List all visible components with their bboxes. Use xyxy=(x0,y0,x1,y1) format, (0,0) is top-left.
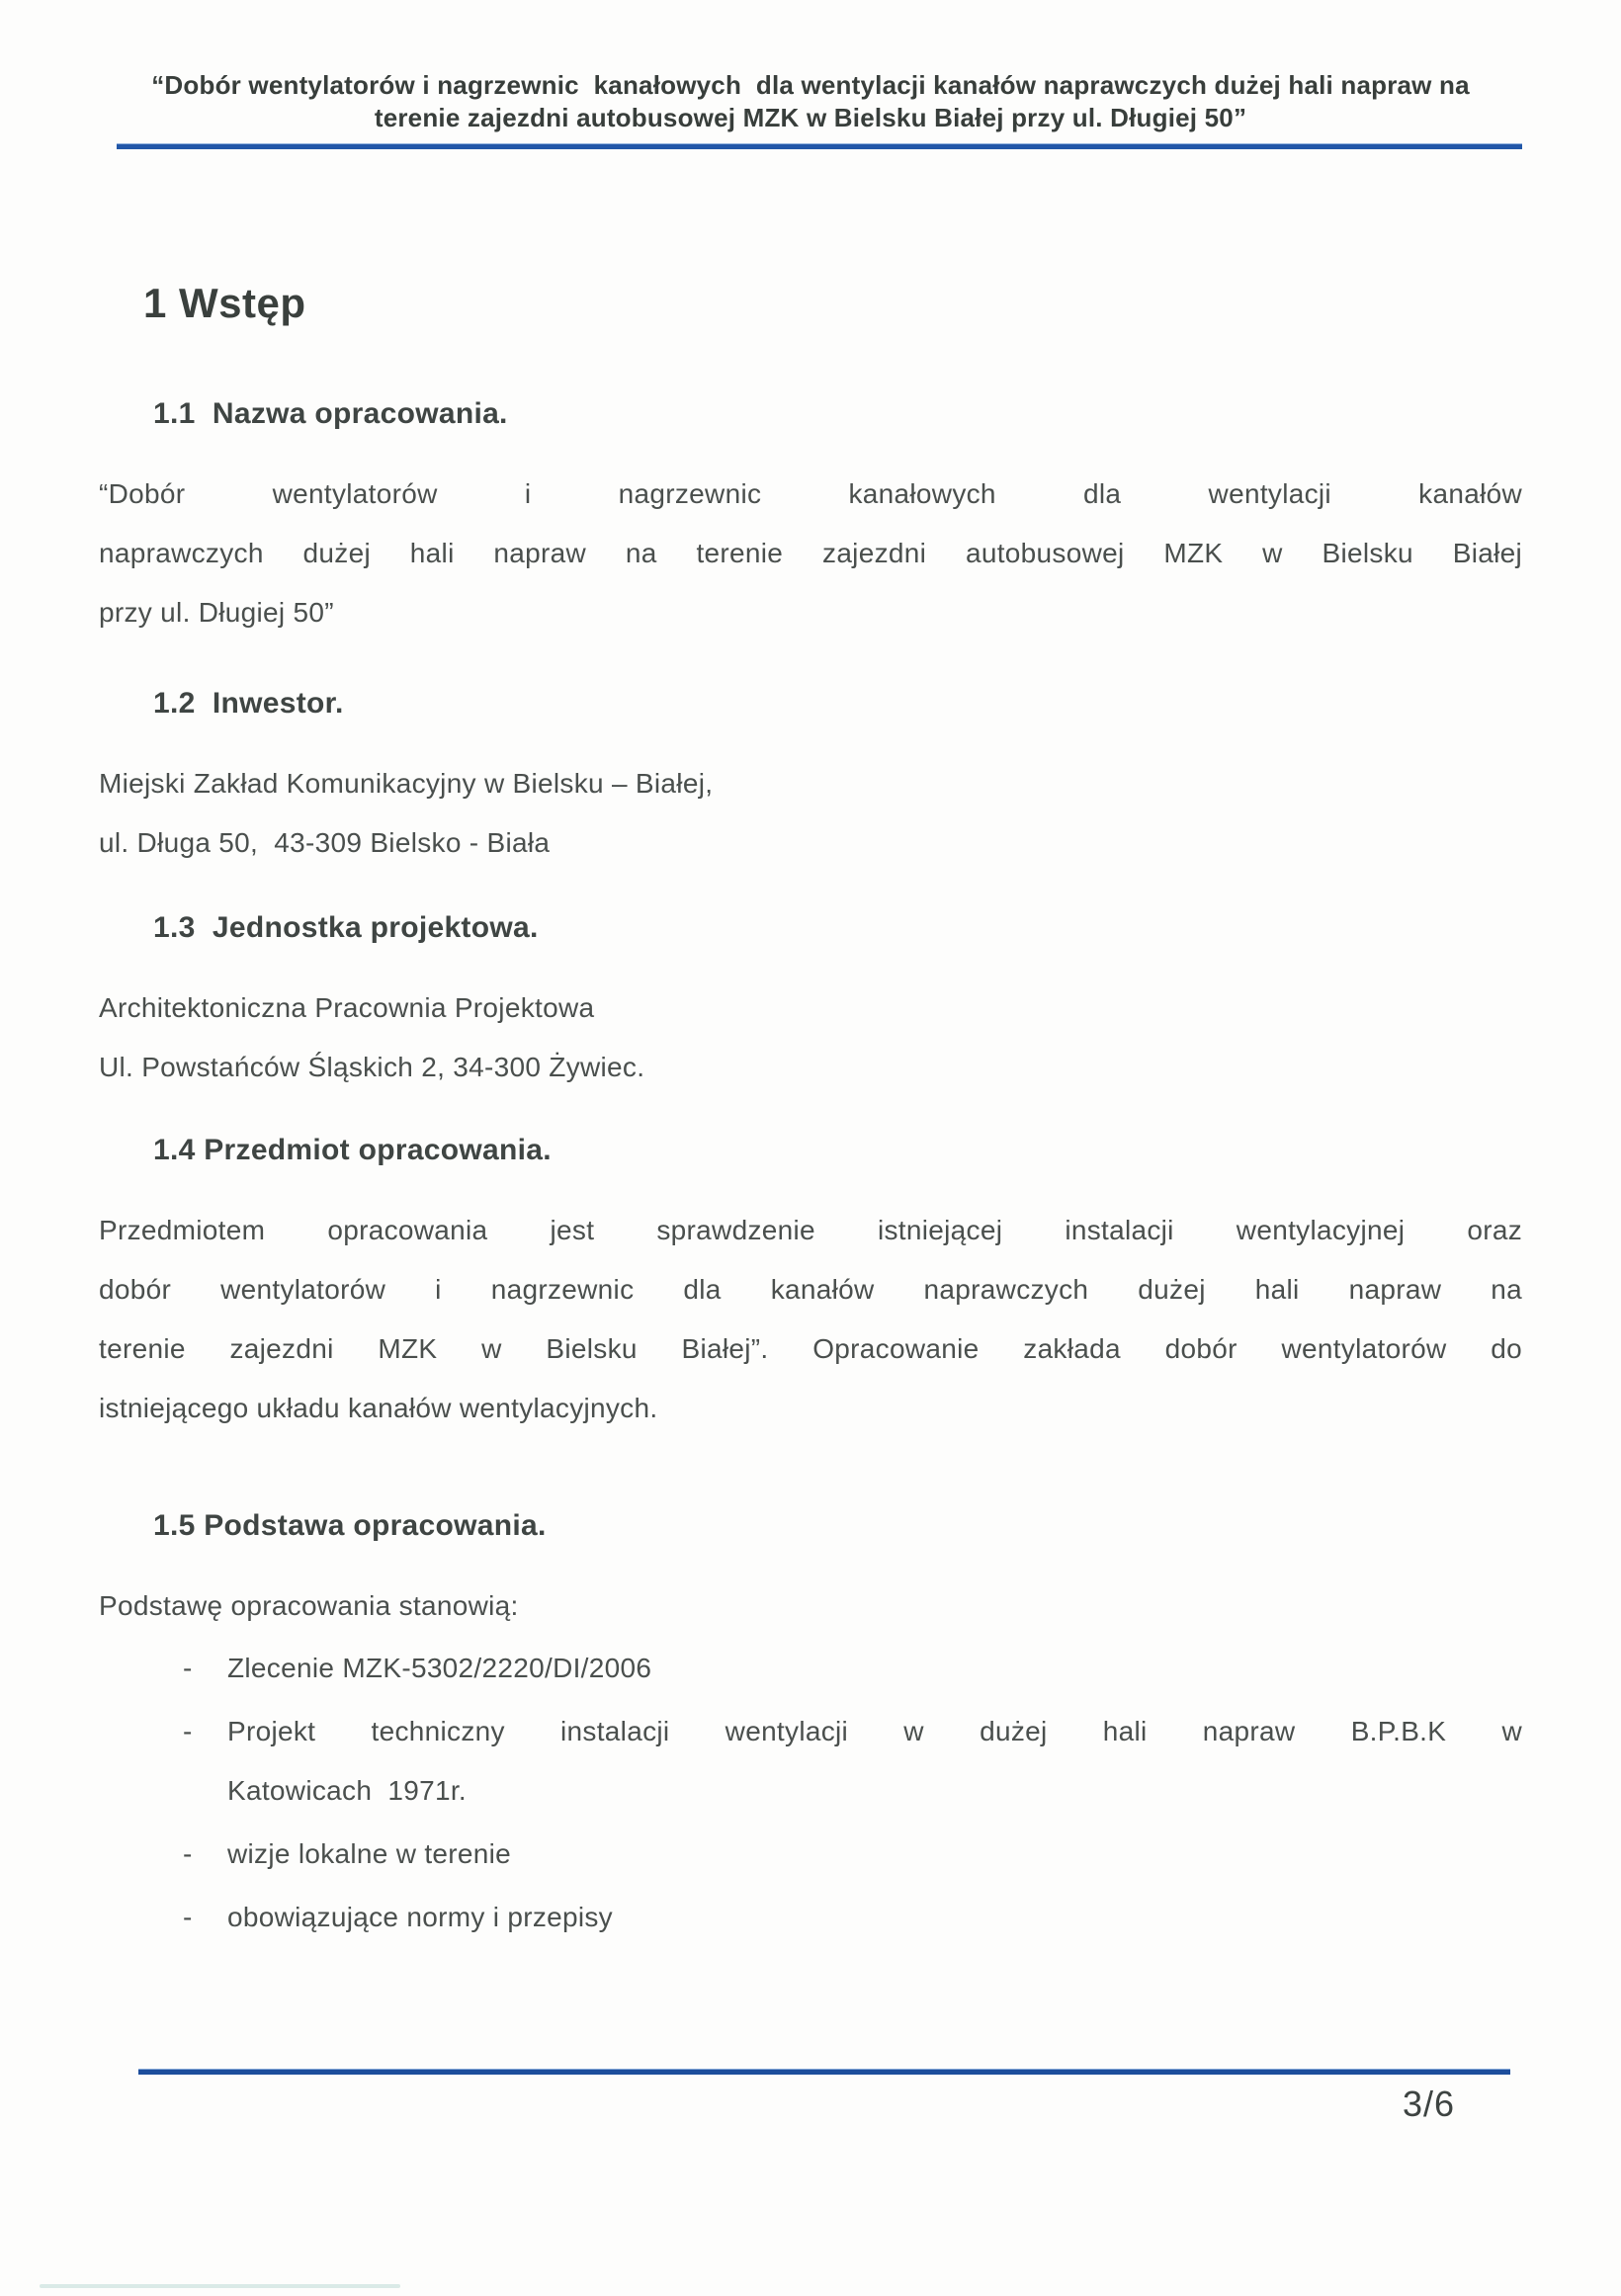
section-1-5-intro xyxy=(99,1576,1522,1636)
page-number: 3/6 xyxy=(1402,2083,1455,2124)
section-1-3 xyxy=(99,909,1522,1097)
section-1-1 xyxy=(99,395,1522,642)
chapter-title: 1 Wstęp xyxy=(143,280,306,326)
list-item xyxy=(99,1702,1522,1821)
list-item-line: obowiązujące normy i przepisy xyxy=(227,1902,613,1932)
paragraph-line: ul. Długa 50, 43-309 Bielsko - Biała xyxy=(99,827,551,858)
paragraph-line: Przedmiotem opracowania jest sprawdzenie istniejącej instalacji wentylacyjnej oraz xyxy=(99,1215,1522,1245)
list-item-line: wizje lokalne w terenie xyxy=(227,1838,512,1869)
paragraph-line: “Dobór wentylatorów i nagrzewnic kanałowych dla wentylacji kanałów xyxy=(99,478,1522,509)
paragraph-line: terenie zajezdni MZK w Bielsku Białej”. Opracowanie zakłada dobór wentylatorów do xyxy=(99,1333,1522,1364)
section-1-1-heading: 1.1 Nazwa opracowania. xyxy=(153,397,508,430)
section-1-1-paragraph xyxy=(99,465,1522,642)
list-item xyxy=(99,1888,1522,1947)
list-item-line: Zlecenie MZK-5302/2220/DI/2006 xyxy=(227,1653,652,1683)
section-1-2-paragraph xyxy=(99,754,1522,873)
dash-bullet: - xyxy=(183,1902,193,1932)
paragraph-line: dobór wentylatorów i nagrzewnic dla kanałów naprawczych dużej hali napraw na xyxy=(99,1274,1522,1305)
paragraph-line: istniejącego układu kanałów wentylacyjnych. xyxy=(99,1393,658,1423)
scan-artifact-smudge xyxy=(40,2284,400,2288)
paragraph-line: naprawczych dużej hali napraw na terenie zajezdni autobusowej MZK w Bielsku Białej xyxy=(99,538,1522,568)
section-1-5 xyxy=(99,1507,1522,1947)
section-1-3-paragraph xyxy=(99,978,1522,1097)
paragraph-line: przy ul. Długiej 50” xyxy=(99,597,334,628)
footer-divider-rule xyxy=(138,2069,1510,2075)
dash-bullet: - xyxy=(183,1716,193,1746)
section-1-2-heading: 1.2 Inwestor. xyxy=(153,687,344,720)
section-1-2 xyxy=(99,685,1522,873)
page-header xyxy=(0,0,1621,149)
dash-bullet: - xyxy=(183,1653,193,1683)
section-1-4-paragraph xyxy=(99,1201,1522,1438)
list-item-line: Katowicach 1971r. xyxy=(227,1775,467,1806)
section-1-5-heading: 1.5 Podstawa opracowania. xyxy=(153,1509,547,1542)
header-divider-rule xyxy=(117,143,1522,149)
dash-bullet: - xyxy=(183,1838,193,1869)
list-item xyxy=(99,1825,1522,1884)
paragraph-line: Miejski Zakład Komunikacyjny w Bielsku – Białej, xyxy=(99,768,714,799)
paragraph-line: Architektoniczna Pracownia Projektowa xyxy=(99,992,595,1023)
section-1-4 xyxy=(99,1132,1522,1438)
header-title-line-2: terenie zajezdni autobusowej MZK w Bielsku Białej przy ul. Długiej 50” xyxy=(374,103,1247,132)
header-title-line-1: “Dobór wentylatorów i nagrzewnic kanałowych dla wentylacji kanałów naprawczych dużej hali napraw na xyxy=(151,70,1470,100)
paragraph-line: Podstawę opracowania stanowią: xyxy=(99,1590,519,1621)
document-body xyxy=(0,280,1621,1947)
paragraph-line: Ul. Powstańców Śląskich 2, 34-300 Żywiec. xyxy=(99,1052,645,1082)
list-item xyxy=(99,1639,1522,1698)
list-item-line: Projekt techniczny instalacji wentylacji w dużej hali napraw B.P.B.K w xyxy=(227,1716,1522,1746)
basis-list xyxy=(99,1639,1522,1947)
section-1-3-heading: 1.3 Jednostka projektowa. xyxy=(153,911,539,944)
section-1-4-heading: 1.4 Przedmiot opracowania. xyxy=(153,1134,552,1166)
